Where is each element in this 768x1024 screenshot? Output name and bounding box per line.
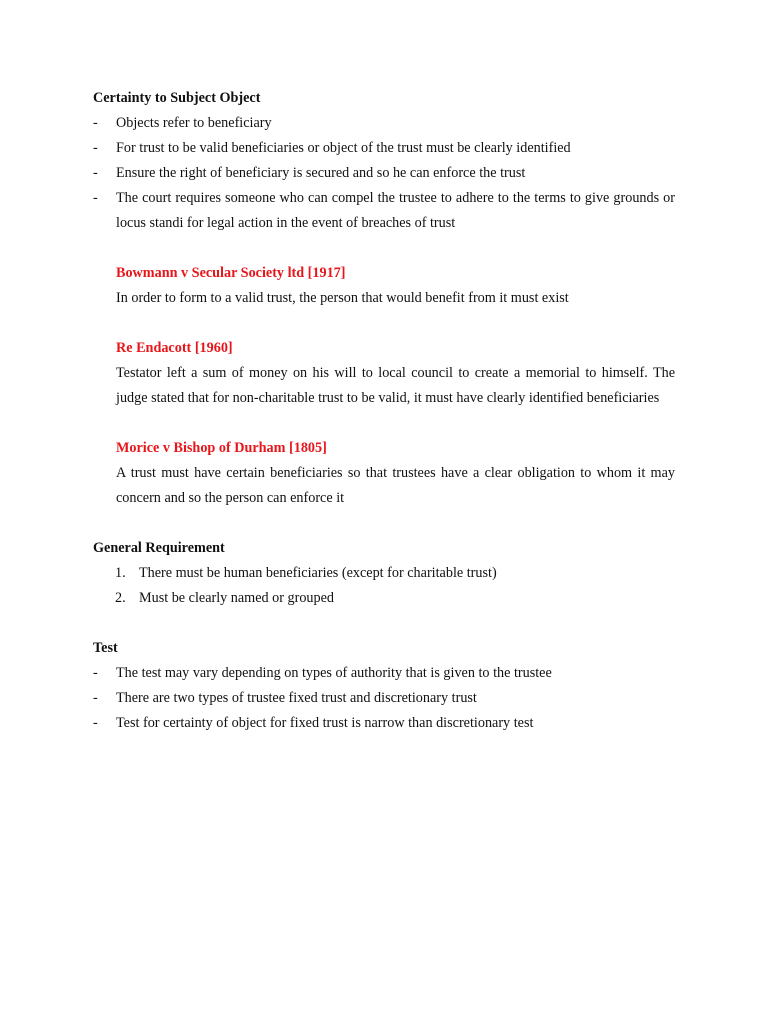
bullet-text: Ensure the right of beneficiary is secured and so he can enforce the trust xyxy=(116,165,526,181)
requirement-numbered-list xyxy=(93,561,675,611)
list-item xyxy=(93,686,675,711)
bullet-text: The test may vary depending on types of authority that is given to the trustee xyxy=(116,665,552,681)
section-heading-test: Test xyxy=(93,640,118,656)
bullet-marker: - xyxy=(93,115,98,131)
bullet-marker: - xyxy=(93,665,98,681)
list-number: 2. xyxy=(115,590,126,606)
list-item xyxy=(93,186,675,236)
case-text: Testator left a sum of money on his will to local council to create a memorial to himself. The judge stated that for non-charitable trust to be valid, it must have clearly identified beneficiaries xyxy=(116,365,675,406)
test-bullet-list xyxy=(93,661,675,736)
case-text: A trust must have certain beneficiaries so that trustees have a clear obligation to whom it may concern and so the person can enforce it xyxy=(116,465,675,506)
bullet-text: There are two types of trustee fixed trust and discretionary trust xyxy=(116,690,477,706)
list-item xyxy=(93,711,675,736)
case-title: Morice v Bishop of Durham [1805] xyxy=(116,440,327,456)
list-item xyxy=(93,561,675,586)
list-text: There must be human beneficiaries (except for charitable trust) xyxy=(139,565,497,581)
list-number: 1. xyxy=(115,565,126,581)
bullet-text: Test for certainty of object for fixed trust is narrow than discretionary test xyxy=(116,715,534,731)
list-item xyxy=(93,661,675,686)
bullet-marker: - xyxy=(93,715,98,731)
section-heading-general-requirement: General Requirement xyxy=(93,540,225,556)
bullet-marker: - xyxy=(93,165,98,181)
bullet-marker: - xyxy=(93,190,98,206)
document-page xyxy=(93,86,675,736)
case-re-endacott xyxy=(93,336,675,411)
list-item xyxy=(93,161,675,186)
list-item xyxy=(93,111,675,136)
section-test xyxy=(93,636,675,736)
list-text: Must be clearly named or grouped xyxy=(139,590,335,606)
section-heading-certainty: Certainty to Subject Object xyxy=(93,90,261,106)
list-item xyxy=(93,136,675,161)
case-title: Re Endacott [1960] xyxy=(116,340,233,356)
section-general-requirement xyxy=(93,536,675,611)
bullet-text: For trust to be valid beneficiaries or object of the trust must be clearly identified xyxy=(116,140,571,156)
case-title: Bowmann v Secular Society ltd [1917] xyxy=(116,265,346,281)
bullet-marker: - xyxy=(93,690,98,706)
bullet-marker: - xyxy=(93,140,98,156)
case-bowmann xyxy=(93,261,675,311)
certainty-bullet-list xyxy=(93,111,675,236)
bullet-text: The court requires someone who can compel the trustee to adhere to the terms to give grounds or locus standi for legal action in the event of breaches of trust xyxy=(116,190,675,231)
case-morice xyxy=(93,436,675,511)
bullet-text: Objects refer to beneficiary xyxy=(116,115,272,131)
case-text: In order to form to a valid trust, the person that would benefit from it must exist xyxy=(116,290,569,306)
list-item xyxy=(93,586,675,611)
